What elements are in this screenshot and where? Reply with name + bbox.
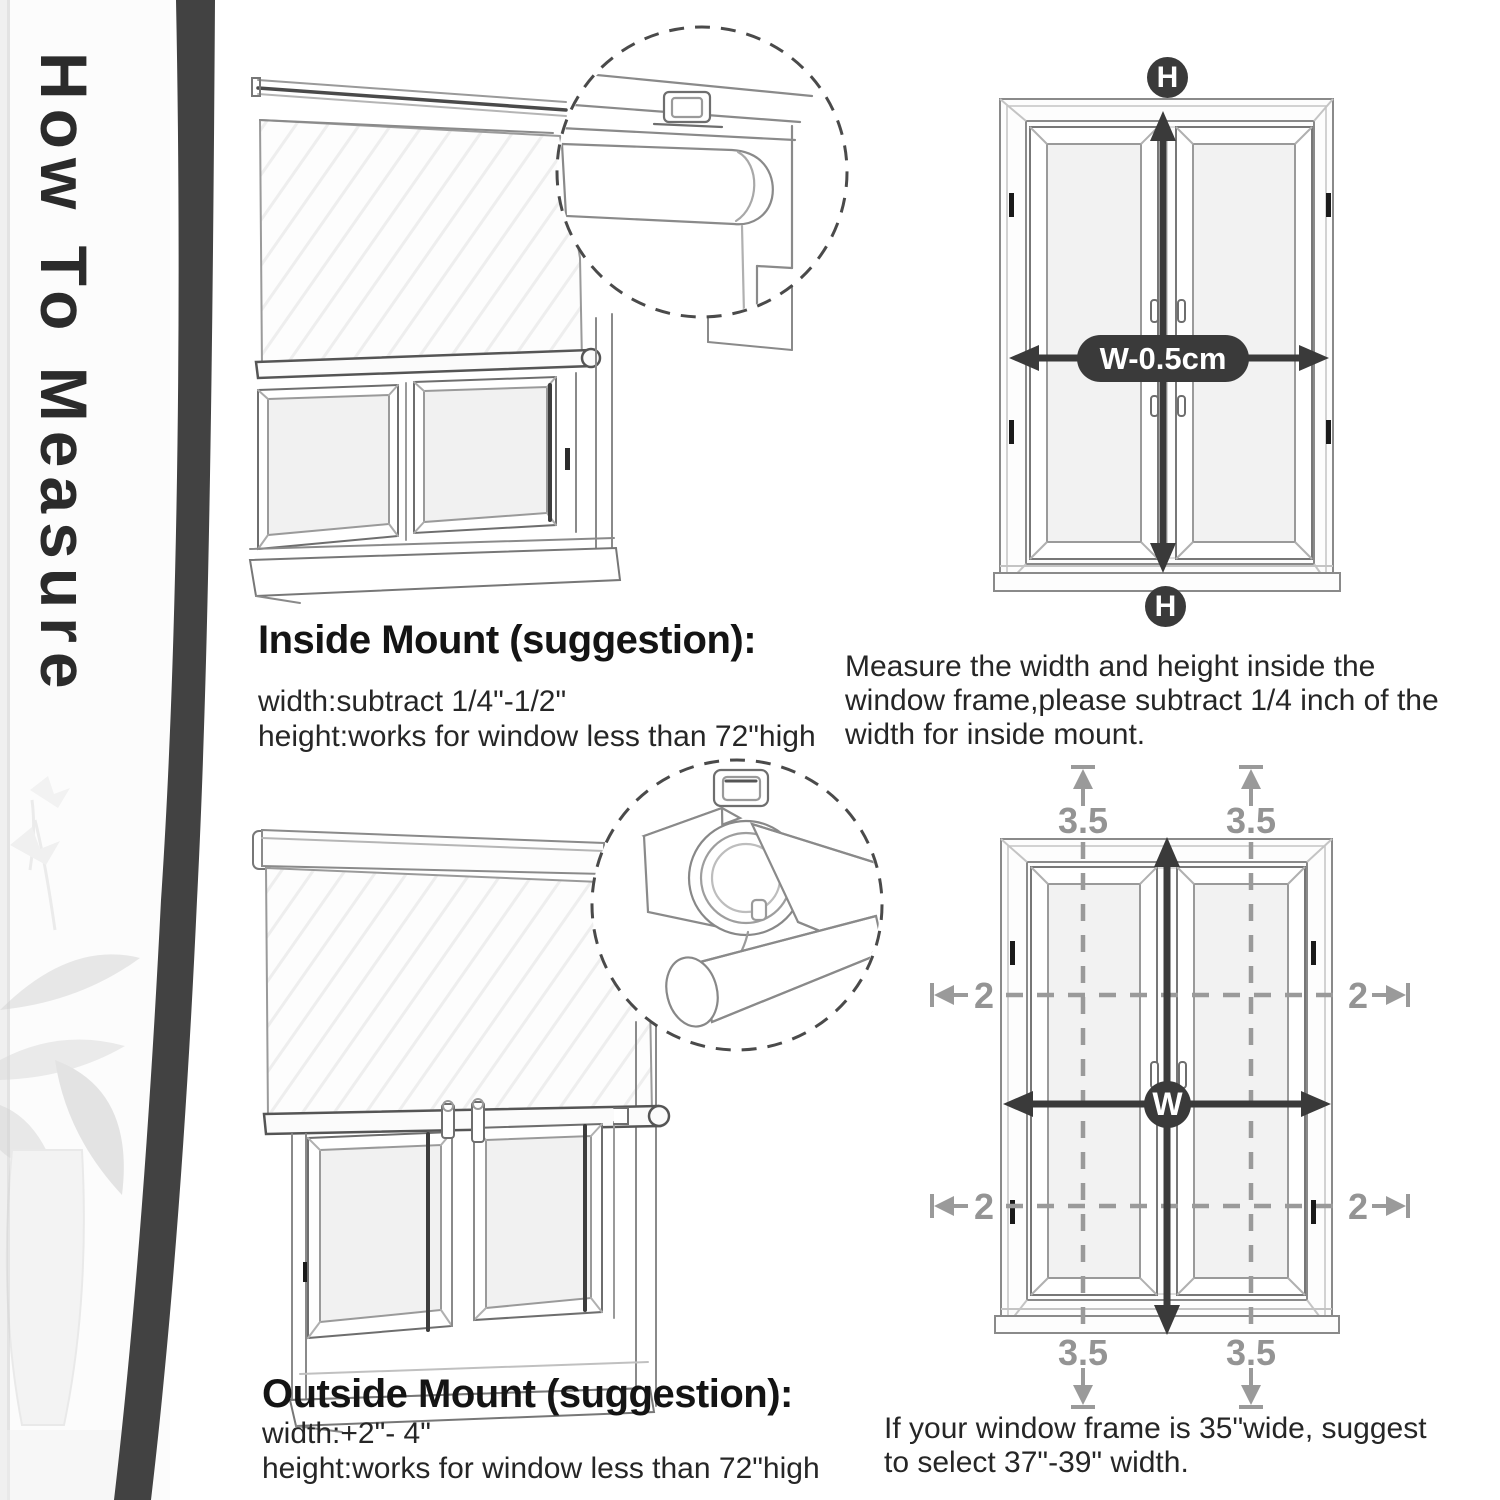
inside-measure-note [845, 650, 1439, 752]
inside-mount-height-note: height:works for window less than 72"high [258, 720, 816, 753]
height-badge-bottom: H [1145, 586, 1186, 627]
offset-label-left-upper: 2 [973, 975, 995, 1016]
inside-mount-width-note: width:subtract 1/4"-1/2" [258, 685, 567, 718]
outside-mount-width-note: width:+2"- 4" [262, 1417, 431, 1450]
outside-mount-specs [262, 1416, 820, 1486]
outside-measure-note-line: If your window frame is 35"wide, suggest [884, 1412, 1427, 1445]
offset-label-bottom-right: 3.5 [1225, 1332, 1277, 1373]
page-title: How To Measure [27, 52, 101, 698]
offset-label-top-right: 3.5 [1225, 800, 1277, 841]
outside-measure-note [884, 1412, 1427, 1480]
inside-measure-note-line: width for inside mount. [845, 718, 1146, 751]
inside-measure-note-line: window frame,please subtract 1/4 inch of the [845, 684, 1439, 717]
inside-mount-specs [258, 684, 816, 754]
width-badge-center: W [1144, 1081, 1191, 1128]
inside-mount-detail-circle [557, 27, 847, 317]
offset-label-top-left: 3.5 [1057, 800, 1109, 841]
width-minus-half-cm-pill: W-0.5cm [1077, 335, 1249, 382]
offset-label-left-lower: 2 [973, 1186, 995, 1227]
offset-label-bottom-left: 3.5 [1057, 1332, 1109, 1373]
height-badge-top: H [1147, 57, 1188, 98]
inside-measure-note-line: Measure the width and height inside the [845, 650, 1376, 683]
outside-mount-detail-circle [592, 760, 886, 1050]
offset-label-right-lower: 2 [1347, 1186, 1369, 1227]
inside-mount-heading: Inside Mount (suggestion): [258, 618, 757, 662]
offset-label-right-upper: 2 [1347, 975, 1369, 1016]
outside-mount-height-note: height:works for window less than 72"high [262, 1452, 820, 1485]
outside-mount-heading: Outside Mount (suggestion): [262, 1372, 793, 1416]
outside-measure-note-line: to select 37"-39" width. [884, 1446, 1189, 1479]
